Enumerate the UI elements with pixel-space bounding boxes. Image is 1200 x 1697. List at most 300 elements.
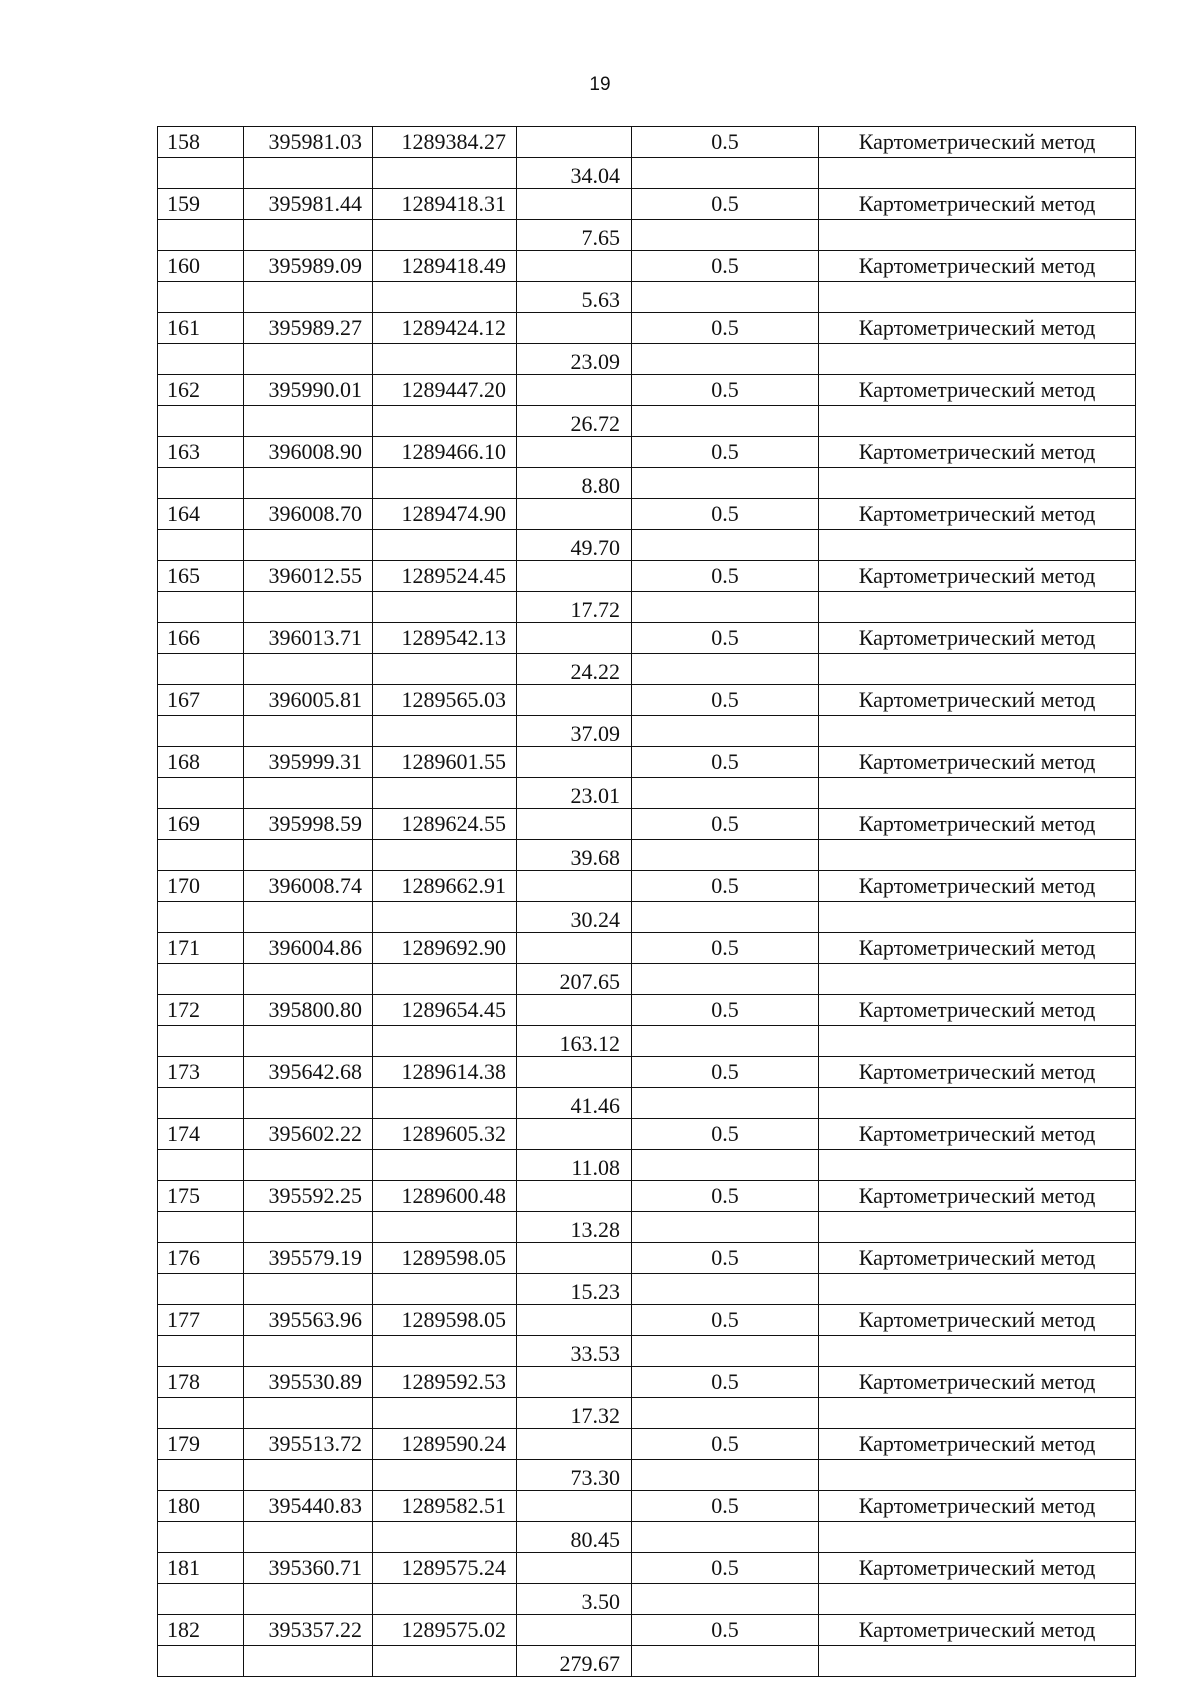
point-number-cell: 180 [158,1491,244,1522]
distance-row [158,901,1136,933]
empty-cell [158,219,244,251]
method-cell: Картометрический метод [819,1429,1136,1460]
x-coordinate-cell: 396008.90 [244,437,373,468]
point-row [158,127,1136,158]
empty-cell [373,1521,517,1553]
y-coordinate-cell: 1289466.10 [373,437,517,468]
empty-cell [632,1335,819,1367]
empty-cell [373,1149,517,1181]
point-number-cell: 170 [158,871,244,902]
x-coordinate-cell: 395530.89 [244,1367,373,1398]
empty-cell [244,405,373,437]
precision-cell: 0.5 [632,1181,819,1212]
distance-empty-cell [517,1305,632,1336]
x-coordinate-cell: 395999.31 [244,747,373,778]
y-coordinate-cell: 1289654.45 [373,995,517,1026]
empty-cell [244,1397,373,1429]
empty-cell [632,1211,819,1243]
method-cell: Картометрический метод [819,1119,1136,1150]
empty-cell [819,1273,1136,1305]
empty-cell [819,1149,1136,1181]
empty-cell [632,405,819,437]
empty-cell [819,963,1136,995]
point-number-cell: 166 [158,623,244,654]
distance-empty-cell [517,1119,632,1150]
empty-cell [632,157,819,189]
empty-cell [158,529,244,561]
method-cell: Картометрический метод [819,1243,1136,1274]
distance-cell: 15.23 [517,1273,632,1305]
distance-cell: 73.30 [517,1459,632,1491]
empty-cell [373,1335,517,1367]
point-number-cell: 161 [158,313,244,344]
empty-cell [632,1583,819,1615]
method-cell: Картометрический метод [819,1057,1136,1088]
x-coordinate-cell: 396004.86 [244,933,373,964]
distance-empty-cell [517,1429,632,1460]
y-coordinate-cell: 1289418.49 [373,251,517,282]
point-row [158,809,1136,840]
point-row [158,1119,1136,1150]
x-coordinate-cell: 395592.25 [244,1181,373,1212]
point-row [158,1429,1136,1460]
x-coordinate-cell: 395989.09 [244,251,373,282]
y-coordinate-cell: 1289614.38 [373,1057,517,1088]
empty-cell [244,901,373,933]
empty-cell [632,1397,819,1429]
precision-cell: 0.5 [632,685,819,716]
point-number-cell: 174 [158,1119,244,1150]
x-coordinate-cell: 395800.80 [244,995,373,1026]
distance-cell: 11.08 [517,1149,632,1181]
empty-cell [819,529,1136,561]
distance-cell: 39.68 [517,839,632,871]
empty-cell [244,529,373,561]
distance-cell: 17.72 [517,591,632,623]
empty-cell [244,591,373,623]
empty-cell [632,963,819,995]
distance-row [158,467,1136,499]
empty-cell [819,1025,1136,1057]
y-coordinate-cell: 1289592.53 [373,1367,517,1398]
empty-cell [819,1459,1136,1491]
y-coordinate-cell: 1289575.24 [373,1553,517,1584]
y-coordinate-cell: 1289384.27 [373,127,517,158]
distance-empty-cell [517,1615,632,1646]
point-number-cell: 167 [158,685,244,716]
distance-row [158,1273,1136,1305]
point-number-cell: 178 [158,1367,244,1398]
empty-cell [158,157,244,189]
empty-cell [632,653,819,685]
empty-cell [158,467,244,499]
precision-cell: 0.5 [632,251,819,282]
empty-cell [373,1645,517,1677]
x-coordinate-cell: 395989.27 [244,313,373,344]
x-coordinate-cell: 395642.68 [244,1057,373,1088]
precision-cell: 0.5 [632,809,819,840]
x-coordinate-cell: 396008.70 [244,499,373,530]
empty-cell [632,219,819,251]
distance-cell: 23.01 [517,777,632,809]
empty-cell [373,343,517,375]
empty-cell [158,1025,244,1057]
x-coordinate-cell: 396012.55 [244,561,373,592]
point-number-cell: 158 [158,127,244,158]
distance-cell: 49.70 [517,529,632,561]
y-coordinate-cell: 1289662.91 [373,871,517,902]
method-cell: Картометрический метод [819,1553,1136,1584]
precision-cell: 0.5 [632,561,819,592]
distance-cell: 279.67 [517,1645,632,1677]
x-coordinate-cell: 395563.96 [244,1305,373,1336]
point-row [158,995,1136,1026]
x-coordinate-cell: 395981.03 [244,127,373,158]
empty-cell [819,219,1136,251]
distance-empty-cell [517,1491,632,1522]
empty-cell [158,839,244,871]
distance-row [158,1645,1136,1677]
precision-cell: 0.5 [632,375,819,406]
point-number-cell: 179 [158,1429,244,1460]
distance-cell: 8.80 [517,467,632,499]
coordinates-table-body [158,127,1136,1677]
y-coordinate-cell: 1289524.45 [373,561,517,592]
distance-empty-cell [517,189,632,220]
distance-cell: 30.24 [517,901,632,933]
point-row [158,623,1136,654]
x-coordinate-cell: 395360.71 [244,1553,373,1584]
distance-cell: 33.53 [517,1335,632,1367]
distance-cell: 13.28 [517,1211,632,1243]
point-row [158,561,1136,592]
distance-cell: 207.65 [517,963,632,995]
empty-cell [158,343,244,375]
empty-cell [819,715,1136,747]
method-cell: Картометрический метод [819,561,1136,592]
distance-empty-cell [517,933,632,964]
empty-cell [819,343,1136,375]
distance-cell: 37.09 [517,715,632,747]
empty-cell [819,777,1136,809]
empty-cell [373,715,517,747]
empty-cell [632,1521,819,1553]
empty-cell [632,777,819,809]
empty-cell [819,1645,1136,1677]
empty-cell [632,715,819,747]
method-cell: Картометрический метод [819,623,1136,654]
precision-cell: 0.5 [632,1615,819,1646]
empty-cell [244,1521,373,1553]
x-coordinate-cell: 395579.19 [244,1243,373,1274]
distance-cell: 3.50 [517,1583,632,1615]
empty-cell [373,281,517,313]
empty-cell [244,1583,373,1615]
empty-cell [158,1149,244,1181]
empty-cell [244,1273,373,1305]
point-row [158,1243,1136,1274]
empty-cell [158,901,244,933]
point-row [158,1491,1136,1522]
empty-cell [244,219,373,251]
distance-empty-cell [517,1057,632,1088]
x-coordinate-cell: 395998.59 [244,809,373,840]
page-number: 19 [589,74,611,95]
distance-empty-cell [517,313,632,344]
empty-cell [158,1335,244,1367]
empty-cell [158,963,244,995]
distance-row [158,1149,1136,1181]
empty-cell [244,653,373,685]
empty-cell [158,405,244,437]
precision-cell: 0.5 [632,499,819,530]
empty-cell [158,777,244,809]
x-coordinate-cell: 396005.81 [244,685,373,716]
distance-row [158,1335,1136,1367]
distance-empty-cell [517,1367,632,1398]
x-coordinate-cell: 395602.22 [244,1119,373,1150]
distance-empty-cell [517,251,632,282]
distance-empty-cell [517,437,632,468]
empty-cell [244,343,373,375]
precision-cell: 0.5 [632,1057,819,1088]
method-cell: Картометрический метод [819,1305,1136,1336]
distance-empty-cell [517,995,632,1026]
empty-cell [373,839,517,871]
empty-cell [244,1459,373,1491]
method-cell: Картометрический метод [819,1615,1136,1646]
precision-cell: 0.5 [632,1553,819,1584]
x-coordinate-cell: 395440.83 [244,1491,373,1522]
distance-cell: 34.04 [517,157,632,189]
y-coordinate-cell: 1289590.24 [373,1429,517,1460]
empty-cell [373,1211,517,1243]
method-cell: Картометрический метод [819,1367,1136,1398]
point-number-cell: 168 [158,747,244,778]
point-number-cell: 163 [158,437,244,468]
point-number-cell: 177 [158,1305,244,1336]
point-number-cell: 171 [158,933,244,964]
precision-cell: 0.5 [632,1243,819,1274]
point-number-cell: 182 [158,1615,244,1646]
distance-cell: 26.72 [517,405,632,437]
precision-cell: 0.5 [632,437,819,468]
method-cell: Картометрический метод [819,747,1136,778]
point-row [158,747,1136,778]
empty-cell [244,1087,373,1119]
empty-cell [819,1397,1136,1429]
point-row [158,1553,1136,1584]
method-cell: Картометрический метод [819,1181,1136,1212]
distance-empty-cell [517,375,632,406]
distance-empty-cell [517,685,632,716]
point-number-cell: 176 [158,1243,244,1274]
distance-row [158,839,1136,871]
distance-cell: 23.09 [517,343,632,375]
method-cell: Картометрический метод [819,375,1136,406]
point-row [158,1367,1136,1398]
empty-cell [632,591,819,623]
precision-cell: 0.5 [632,1491,819,1522]
point-row [158,1305,1136,1336]
distance-row [158,157,1136,189]
point-row [158,437,1136,468]
point-number-cell: 173 [158,1057,244,1088]
distance-cell: 24.22 [517,653,632,685]
empty-cell [819,1521,1136,1553]
precision-cell: 0.5 [632,1429,819,1460]
point-row [158,313,1136,344]
y-coordinate-cell: 1289447.20 [373,375,517,406]
empty-cell [244,963,373,995]
distance-cell: 163.12 [517,1025,632,1057]
method-cell: Картометрический метод [819,995,1136,1026]
point-number-cell: 159 [158,189,244,220]
distance-row [158,1459,1136,1491]
empty-cell [158,653,244,685]
point-row [158,499,1136,530]
precision-cell: 0.5 [632,871,819,902]
empty-cell [632,1645,819,1677]
y-coordinate-cell: 1289575.02 [373,1615,517,1646]
empty-cell [819,1211,1136,1243]
point-number-cell: 165 [158,561,244,592]
empty-cell [819,591,1136,623]
empty-cell [373,1025,517,1057]
precision-cell: 0.5 [632,1367,819,1398]
precision-cell: 0.5 [632,995,819,1026]
distance-empty-cell [517,561,632,592]
y-coordinate-cell: 1289582.51 [373,1491,517,1522]
method-cell: Картометрический метод [819,437,1136,468]
empty-cell [819,1087,1136,1119]
distance-empty-cell [517,127,632,158]
method-cell: Картометрический метод [819,809,1136,840]
x-coordinate-cell: 395981.44 [244,189,373,220]
method-cell: Картометрический метод [819,871,1136,902]
distance-cell: 17.32 [517,1397,632,1429]
point-row [158,871,1136,902]
point-number-cell: 172 [158,995,244,1026]
empty-cell [244,1025,373,1057]
distance-row [158,1397,1136,1429]
distance-empty-cell [517,1181,632,1212]
point-row [158,1057,1136,1088]
precision-cell: 0.5 [632,1119,819,1150]
distance-row [158,1025,1136,1057]
empty-cell [244,1645,373,1677]
distance-cell: 5.63 [517,281,632,313]
y-coordinate-cell: 1289542.13 [373,623,517,654]
precision-cell: 0.5 [632,313,819,344]
empty-cell [632,1087,819,1119]
y-coordinate-cell: 1289598.05 [373,1305,517,1336]
distance-row [158,777,1136,809]
empty-cell [632,1025,819,1057]
empty-cell [158,591,244,623]
point-row [158,1615,1136,1646]
empty-cell [819,405,1136,437]
distance-empty-cell [517,871,632,902]
empty-cell [632,839,819,871]
empty-cell [819,653,1136,685]
empty-cell [373,157,517,189]
empty-cell [158,281,244,313]
distance-row [158,715,1136,747]
x-coordinate-cell: 395357.22 [244,1615,373,1646]
empty-cell [158,1397,244,1429]
empty-cell [158,1211,244,1243]
distance-row [158,343,1136,375]
empty-cell [244,281,373,313]
distance-empty-cell [517,1553,632,1584]
y-coordinate-cell: 1289565.03 [373,685,517,716]
empty-cell [819,839,1136,871]
distance-row [158,653,1136,685]
empty-cell [158,1521,244,1553]
empty-cell [819,1583,1136,1615]
method-cell: Картометрический метод [819,251,1136,282]
distance-row [158,529,1136,561]
point-number-cell: 169 [158,809,244,840]
method-cell: Картометрический метод [819,189,1136,220]
precision-cell: 0.5 [632,933,819,964]
empty-cell [158,1273,244,1305]
y-coordinate-cell: 1289601.55 [373,747,517,778]
y-coordinate-cell: 1289692.90 [373,933,517,964]
method-cell: Картометрический метод [819,685,1136,716]
empty-cell [158,715,244,747]
empty-cell [158,1583,244,1615]
method-cell: Картометрический метод [819,933,1136,964]
empty-cell [373,467,517,499]
empty-cell [819,157,1136,189]
empty-cell [244,1211,373,1243]
empty-cell [244,715,373,747]
empty-cell [244,777,373,809]
point-row [158,251,1136,282]
distance-row [158,219,1136,251]
distance-row [158,591,1136,623]
x-coordinate-cell: 396013.71 [244,623,373,654]
empty-cell [632,901,819,933]
empty-cell [373,405,517,437]
empty-cell [373,1459,517,1491]
point-number-cell: 162 [158,375,244,406]
precision-cell: 0.5 [632,127,819,158]
point-number-cell: 160 [158,251,244,282]
point-number-cell: 181 [158,1553,244,1584]
distance-empty-cell [517,1243,632,1274]
point-row [158,933,1136,964]
distance-cell: 80.45 [517,1521,632,1553]
method-cell: Картометрический метод [819,313,1136,344]
empty-cell [373,963,517,995]
empty-cell [632,529,819,561]
empty-cell [158,1459,244,1491]
distance-row [158,963,1136,995]
distance-empty-cell [517,809,632,840]
empty-cell [158,1087,244,1119]
distance-row [158,1583,1136,1615]
distance-row [158,1521,1136,1553]
empty-cell [819,467,1136,499]
empty-cell [632,1459,819,1491]
empty-cell [373,1273,517,1305]
distance-empty-cell [517,499,632,530]
y-coordinate-cell: 1289474.90 [373,499,517,530]
empty-cell [819,281,1136,313]
